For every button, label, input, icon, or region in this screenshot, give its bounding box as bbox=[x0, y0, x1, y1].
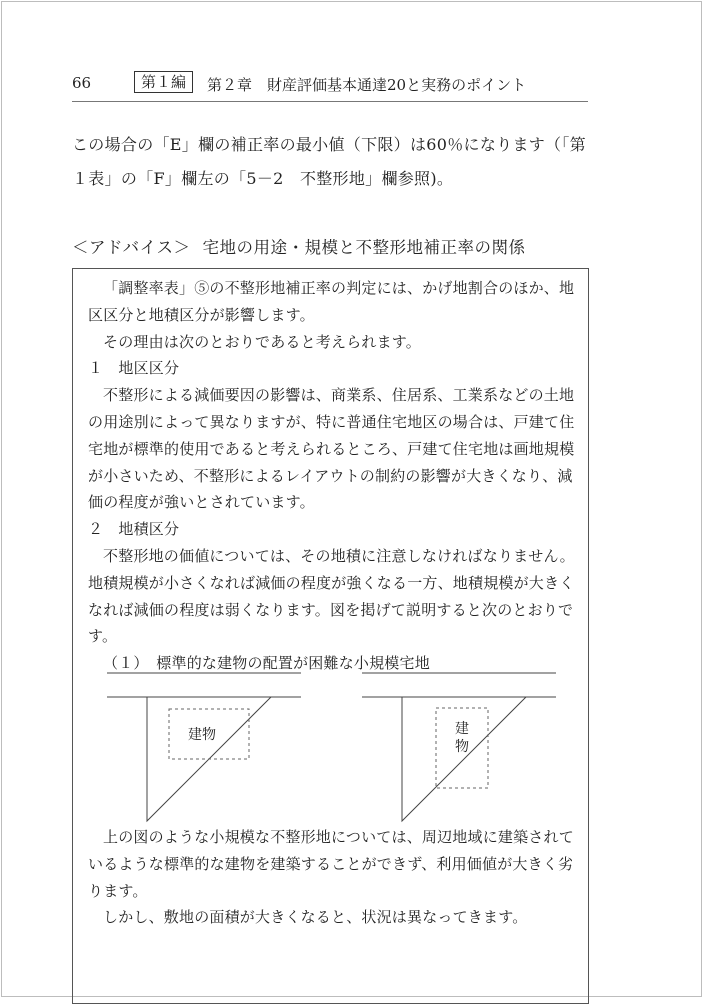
paragraph-line: 不整形地の価値については、その地積に注意しなければなりません。 bbox=[103, 546, 575, 565]
page-number: 66 bbox=[72, 74, 92, 92]
running-header bbox=[72, 74, 588, 96]
irregular-lot-shape bbox=[402, 697, 526, 821]
paragraph-line: しかし、敷地の面積が大きくなると、状況は異なってきます。 bbox=[103, 908, 528, 927]
paragraph-line: 価の程度が強いとされています。 bbox=[88, 493, 315, 512]
paragraph-line: の用途別によって異なりますが、特に普通住宅地区の場合は、戸建て住 bbox=[88, 412, 575, 431]
section-title: ２ 地積区分 bbox=[88, 520, 180, 539]
advice-heading bbox=[72, 234, 526, 258]
building-label-char: 建 bbox=[455, 721, 469, 737]
paragraph-line: なれば減価の程度は弱くなります。図を掲げて説明すると次のとおりで bbox=[88, 600, 574, 619]
diagram-left bbox=[105, 671, 305, 823]
intro-line: １表」の「F」欄左の「5－2 不整形地」欄参照)。 bbox=[72, 169, 454, 188]
subsection-title: （１） 標準的な建物の配置が困難な小規模宅地 bbox=[103, 654, 430, 673]
paragraph-line: が小さいため、不整形によるレイアウトの制約の影響が大きくなり、減 bbox=[88, 466, 573, 485]
paragraph-line: その理由は次のとおりであると考えられます。 bbox=[103, 332, 422, 351]
paragraph-line: 宅地が標準的使用であると考えられるところ、戸建て住宅地は画地規模 bbox=[88, 439, 575, 458]
header-divider bbox=[72, 101, 588, 102]
diagram-right bbox=[360, 671, 560, 823]
advice-box-text-lower bbox=[88, 824, 583, 931]
paragraph-line: 地積規模が小さくなれば減価の程度が強くなる一方、地積規模が大きく bbox=[88, 573, 575, 592]
building-label-char: 物 bbox=[455, 739, 469, 755]
paragraph-line: 不整形による減価要因の影響は、商業系、住居系、工業系などの土地 bbox=[103, 386, 575, 405]
advice-box-text bbox=[88, 275, 583, 677]
paragraph-line: 区区分と地積区分が影響します。 bbox=[88, 305, 315, 324]
chapter-title: 第２章 財産評価基本通達20と実務のポイント bbox=[207, 76, 527, 94]
intro-line: この場合の「E」欄の補正率の最小値（下限）は60％になります（「第 bbox=[72, 135, 586, 154]
part-label: 第１編 bbox=[134, 71, 193, 93]
paragraph-line: す。 bbox=[88, 627, 118, 646]
advice-heading-text: 宅地の用途・規模と不整形地補正率の関係 bbox=[202, 238, 526, 257]
paragraph-line: 「調整率表」⑤の不整形地補正率の判定には、かげ地割合のほか、地 bbox=[103, 279, 575, 297]
building-label: 建物 bbox=[188, 727, 216, 743]
section-title: １ 地区区分 bbox=[88, 359, 180, 378]
intro-paragraph bbox=[72, 128, 594, 196]
paragraph-line: いるような標準的な建物を建築することができず、利用価値が大きく劣 bbox=[88, 854, 574, 873]
advice-box bbox=[72, 268, 589, 1004]
advice-heading-bracket: ＜アドバイス＞ bbox=[72, 238, 191, 257]
paragraph-line: ります。 bbox=[88, 881, 148, 900]
paragraph-line: 上の図のような小規模な不整形地については、周辺地域に建築されて bbox=[103, 828, 574, 846]
